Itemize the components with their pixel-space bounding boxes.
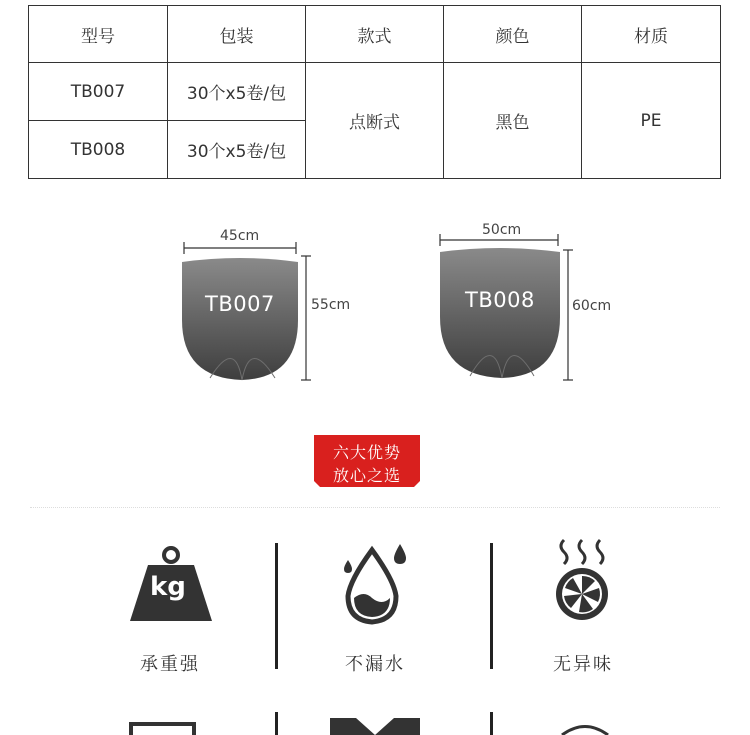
bag-tb007-height: 55cm	[311, 297, 351, 313]
header-style: 款式	[306, 6, 444, 63]
badge-line2: 放心之选	[332, 466, 401, 485]
header-color: 颜色	[444, 6, 582, 63]
arc-icon	[560, 722, 610, 735]
header-model: 型号	[29, 6, 168, 63]
cell-packing: 30个x5卷/包	[168, 121, 306, 179]
bag-tb008-height: 60cm	[572, 298, 612, 314]
cell-model: TB008	[29, 121, 168, 179]
separator	[490, 712, 493, 735]
table-header-row	[29, 6, 721, 63]
feature-label-strength: 承重强	[140, 654, 200, 675]
bag-tb007-label: TB007	[205, 292, 275, 316]
v-shape-icon	[330, 718, 420, 735]
cell-material: PE	[582, 63, 721, 179]
kg-icon-text: kg	[150, 572, 186, 602]
feature-label-leakproof: 不漏水	[345, 654, 405, 675]
bag-tb007-width: 45cm	[220, 228, 260, 244]
box-icon	[128, 720, 198, 735]
cell-model: TB007	[29, 63, 168, 121]
cell-color: 黑色	[444, 63, 582, 179]
spec-table	[28, 5, 721, 179]
separator	[490, 543, 493, 669]
cell-packing: 30个x5卷/包	[168, 63, 306, 121]
header-packing: 包装	[168, 6, 306, 63]
separator	[275, 543, 278, 669]
feature-label-odorless: 无异味	[553, 654, 613, 675]
badge-line1: 六大优势	[332, 443, 401, 462]
bag-tb008-label: TB008	[465, 288, 535, 312]
divider	[30, 507, 720, 508]
bag-tb008-width: 50cm	[482, 222, 522, 238]
lemon-slice-icon	[548, 538, 618, 624]
separator	[275, 712, 278, 735]
header-material: 材质	[582, 6, 721, 63]
cell-style: 点断式	[306, 63, 444, 179]
table-row	[29, 63, 721, 121]
water-drop-icon	[340, 542, 412, 626]
